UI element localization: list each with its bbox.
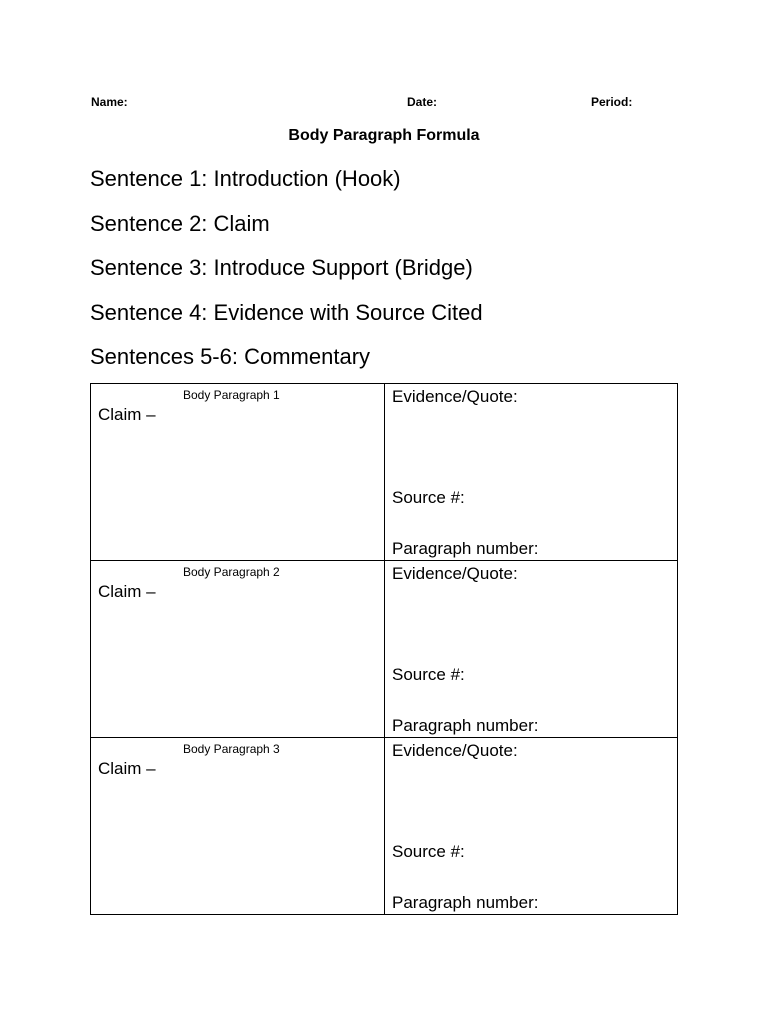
claim-cell[interactable]	[91, 561, 385, 738]
evidence-cell[interactable]	[385, 384, 678, 561]
paragraph-number-label: Paragraph number:	[392, 893, 539, 912]
name-label: Name:	[91, 95, 128, 109]
body-paragraph-label: Body Paragraph 1	[183, 388, 280, 402]
sentence-2: Sentence 2: Claim	[90, 210, 270, 236]
claim-label: Claim –	[98, 582, 156, 601]
claim-label: Claim –	[98, 759, 156, 778]
evidence-cell[interactable]	[385, 561, 678, 738]
sentence-1: Sentence 1: Introduction (Hook)	[90, 166, 401, 191]
sentence-list	[90, 165, 483, 388]
source-label: Source #:	[392, 665, 465, 684]
claim-cell[interactable]	[91, 384, 385, 561]
source-label: Source #:	[392, 488, 465, 507]
date-label: Date:	[407, 95, 438, 109]
evidence-quote-label: Evidence/Quote:	[392, 387, 518, 406]
table-row	[91, 384, 678, 561]
source-label: Source #:	[392, 842, 465, 861]
evidence-cell[interactable]	[385, 738, 678, 915]
table-row	[91, 561, 678, 738]
evidence-quote-label: Evidence/Quote:	[392, 564, 518, 583]
table-row	[91, 738, 678, 915]
body-paragraph-label: Body Paragraph 3	[183, 742, 280, 756]
sentences-5-6: Sentences 5-6: Commentary	[90, 344, 371, 369]
evidence-quote-label: Evidence/Quote:	[392, 741, 518, 760]
body-paragraph-table	[90, 383, 678, 915]
sentence-3: Sentence 3: Introduce Support (Bridge)	[90, 255, 473, 280]
body-paragraph-label: Body Paragraph 2	[183, 565, 280, 579]
paragraph-number-label: Paragraph number:	[392, 539, 539, 558]
sentence-4: Sentence 4: Evidence with Source Cited	[90, 299, 483, 325]
page-title: Body Paragraph Formula	[288, 127, 480, 144]
claim-label: Claim –	[98, 405, 156, 424]
paragraph-number-label: Paragraph number:	[392, 716, 539, 735]
claim-cell[interactable]	[91, 738, 385, 915]
period-label: Period:	[591, 95, 633, 109]
